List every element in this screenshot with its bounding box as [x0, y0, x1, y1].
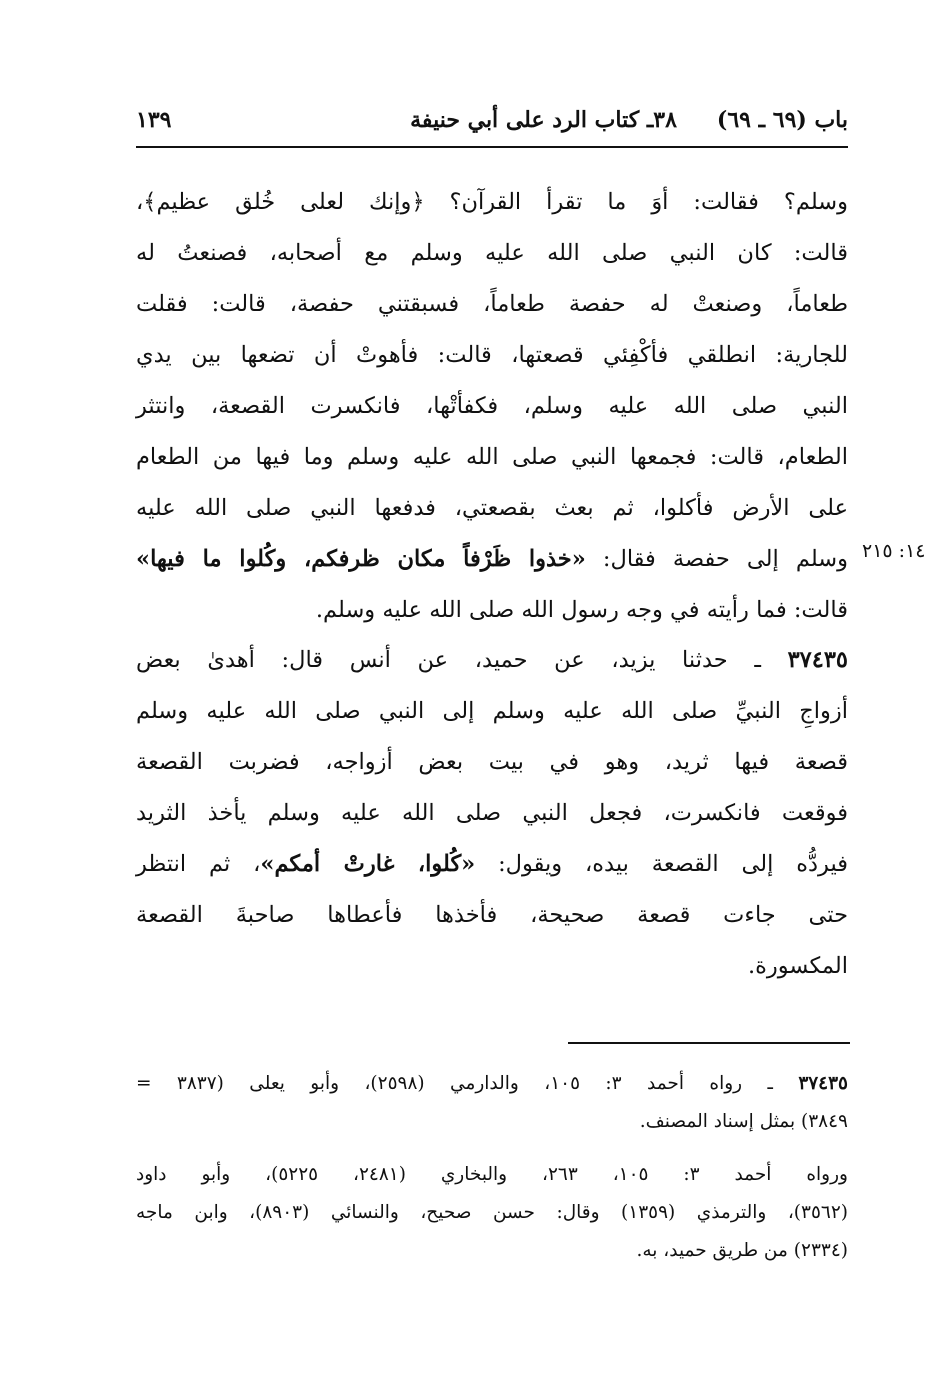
text-line: حتى جاءت قصعة صحيحة، فأخذها فأعطاها صاحبةَ القصعة	[136, 902, 848, 928]
line-tail: ، ثم انتظر	[136, 851, 261, 877]
footnote-line	[136, 1065, 848, 1103]
prophetic-quote: «خذوا ظَرْفاً مكان ظرفكم، وكُلوا ما فيها»	[136, 546, 586, 572]
text-line-with-quote	[136, 534, 848, 585]
footnote-text: ـ رواه أحمد ٣: ١٠٥، والدارمي (٢٥٩٨)، وأبو يعلى (٣٨٣٧ =	[136, 1073, 799, 1094]
text-line: على الأرض فأكلوا، ثم بعث بقصعتي، فدفعها النبي صلى الله عليه	[136, 495, 848, 521]
footnote-number: ٣٧٤٣٥	[798, 1073, 848, 1094]
footnote-line: ٣٨٤٩) بمثل إسناد المصنف.	[639, 1111, 848, 1132]
header-titles	[410, 107, 848, 133]
margin-reference: ١٤: ٢١٥	[862, 540, 926, 562]
page-number: ١٣٩	[136, 107, 172, 133]
chapter-reference: باب (٦٩ ـ ٦٩)	[716, 107, 848, 133]
text-line: قالت: كان النبي صلى الله عليه وسلم مع أصحابه، فصنعتُ له	[136, 240, 848, 266]
text-line: أزواجِ النبيِّ صلى الله عليه وسلم إلى النبي صلى الله عليه وسلم	[136, 698, 848, 724]
text-line: النبي صلى الله عليه وسلم، فكفأتْها، فانكسرت القصعة، وانتثر	[136, 393, 848, 419]
text-line: طعاماً، وصنعتْ له حفصة طعاماً، فسبقتني حفصة، قالت: فقلت	[136, 291, 848, 317]
footnote-line: (٢٣٣٤) من طريق حميد، به.	[636, 1240, 848, 1261]
text-line: قصعة فيها ثريد، وهو في بيت بعض أزواجه، فضربت القصعة	[136, 749, 848, 775]
text-line-with-quote	[136, 839, 848, 890]
hadith-paragraph	[136, 635, 848, 992]
footnotes-block	[136, 1065, 848, 1270]
book-title: ٣٨ـ كتاب الرد على أبي حنيفة	[410, 107, 677, 133]
main-text-block	[136, 177, 848, 636]
line-lead: فيردُّه إلى القصعة بيده، ويقول:	[475, 851, 848, 877]
footnote-separator	[568, 1042, 850, 1044]
hadith-opening: ـ حدثنا يزيد، عن حميد، عن أنس قال: أهدىٰ بعض	[136, 647, 788, 673]
text-line: وسلم؟ فقالت: أوَ ما تقرأ القرآن؟ ﴿وإنك لعلى خُلق عظيم﴾،	[136, 189, 848, 215]
text-line: قالت: فما رأيته في وجه رسول الله صلى الله عليه وسلم.	[315, 597, 848, 623]
page-header	[136, 96, 848, 144]
footnote-gap	[136, 1141, 848, 1156]
text-line: المكسورة.	[747, 953, 848, 979]
line-lead: وسلم إلى حفصة فقال:	[585, 546, 848, 572]
header-rule	[136, 146, 848, 148]
footnote-line: (٣٥٦٢)، والترمذي (١٣٥٩) وقال: حسن صحيح، والنسائي (٨٩٠٣)، وابن ماجه	[136, 1202, 848, 1223]
text-line: الطعام، قالت: فجمعها النبي صلى الله عليه وسلم وما فيها من الطعام	[136, 444, 848, 470]
hadith-number: ٣٧٤٣٥	[787, 647, 848, 673]
text-line: للجارية: انطلقي فأكْفِئي قصعتها، قالت: فأهوتْ أن تضعها بين يدي	[136, 342, 848, 368]
footnote-line: ورواه أحمد ٣: ١٠٥، ٢٦٣، والبخاري (٢٤٨١، ٥٢٢٥)، وأبو داود	[136, 1164, 848, 1185]
hadith-first-line	[136, 635, 848, 686]
prophetic-quote: «كُلوا، غارتْ أمكم»	[260, 851, 476, 877]
text-line: فوقعت فانكسرت، فجعل النبي صلى الله عليه وسلم يأخذ الثريد	[136, 800, 848, 826]
